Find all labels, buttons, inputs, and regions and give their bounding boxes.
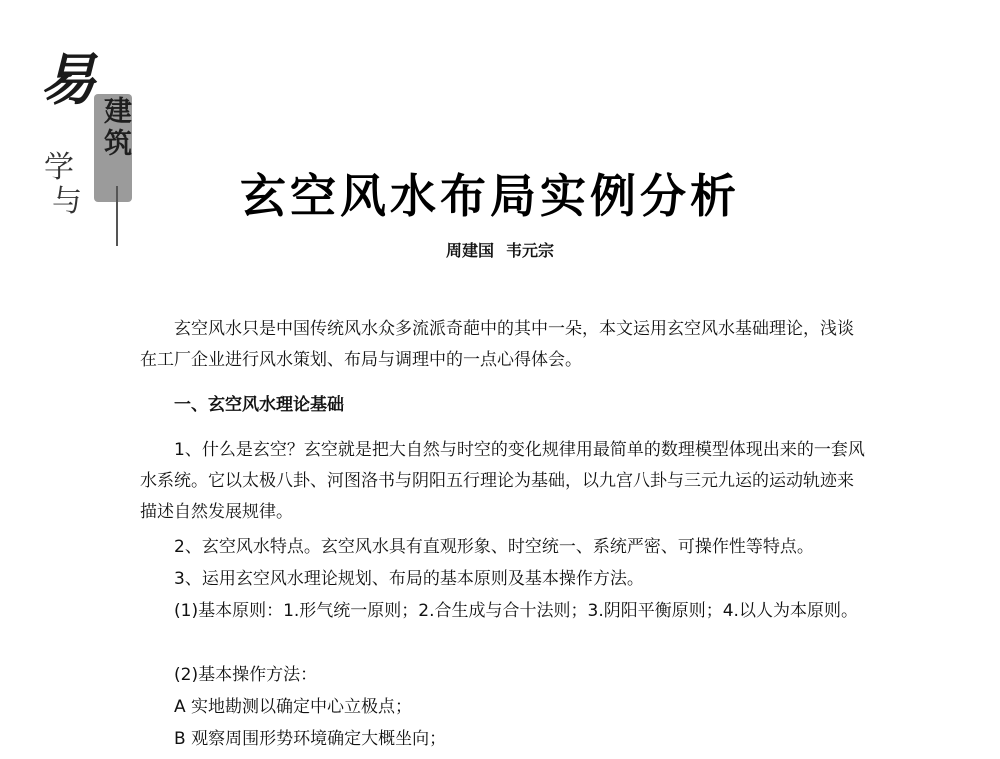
author-1: 周建国 bbox=[445, 241, 494, 260]
method-a: A 实地勘测以确定中心立极点； bbox=[174, 697, 413, 717]
logo-small-char-1: 学 bbox=[44, 150, 74, 185]
methods-heading: (2)基本操作方法： bbox=[174, 665, 318, 685]
principles: (1)基本原则：1.形气统一原则；2.合生成与合十法则；3.阴阳平衡原则；4.以人为本原则。 bbox=[174, 601, 858, 621]
intro-paragraph: 玄空风水只是中国传统风水众多流派奇葩中的其中一朵，本文运用玄空风水基础理论，浅谈在工厂企业进行风水策划、布局与调理中的一点心得体会。 bbox=[140, 319, 854, 370]
item-3: 3、运用玄空风水理论规划、布局的基本原则及基本操作方法。 bbox=[174, 569, 644, 589]
page-title: 玄空风水布局实例分析 bbox=[240, 169, 740, 223]
item-2: 2、玄空风水特点。玄空风水具有直观形象、时空统一、系统严密、可操作性等特点。 bbox=[174, 537, 814, 557]
item-1: 1、什么是玄空？玄空就是把大自然与时空的变化规律用最简单的数理模型体现出来的一套风水系统。它以太极八卦、河图洛书与阴阳五行理论为基础，以九宫八卦与三元九运的运动轨迹来描述自然发展规律。 bbox=[140, 440, 865, 522]
logo-side-chars: 建筑 bbox=[100, 96, 133, 160]
authors bbox=[0, 238, 1000, 261]
logo-small-char-2: 与 bbox=[52, 184, 82, 219]
logo-rule bbox=[116, 186, 118, 246]
section-heading: 一、玄空风水理论基础 bbox=[174, 395, 344, 415]
logo bbox=[34, 36, 134, 246]
method-b: B 观察周围形势环境确定大概坐向； bbox=[174, 729, 447, 749]
logo-big-char: 易 bbox=[40, 47, 96, 113]
author-2: 韦元宗 bbox=[506, 241, 555, 260]
